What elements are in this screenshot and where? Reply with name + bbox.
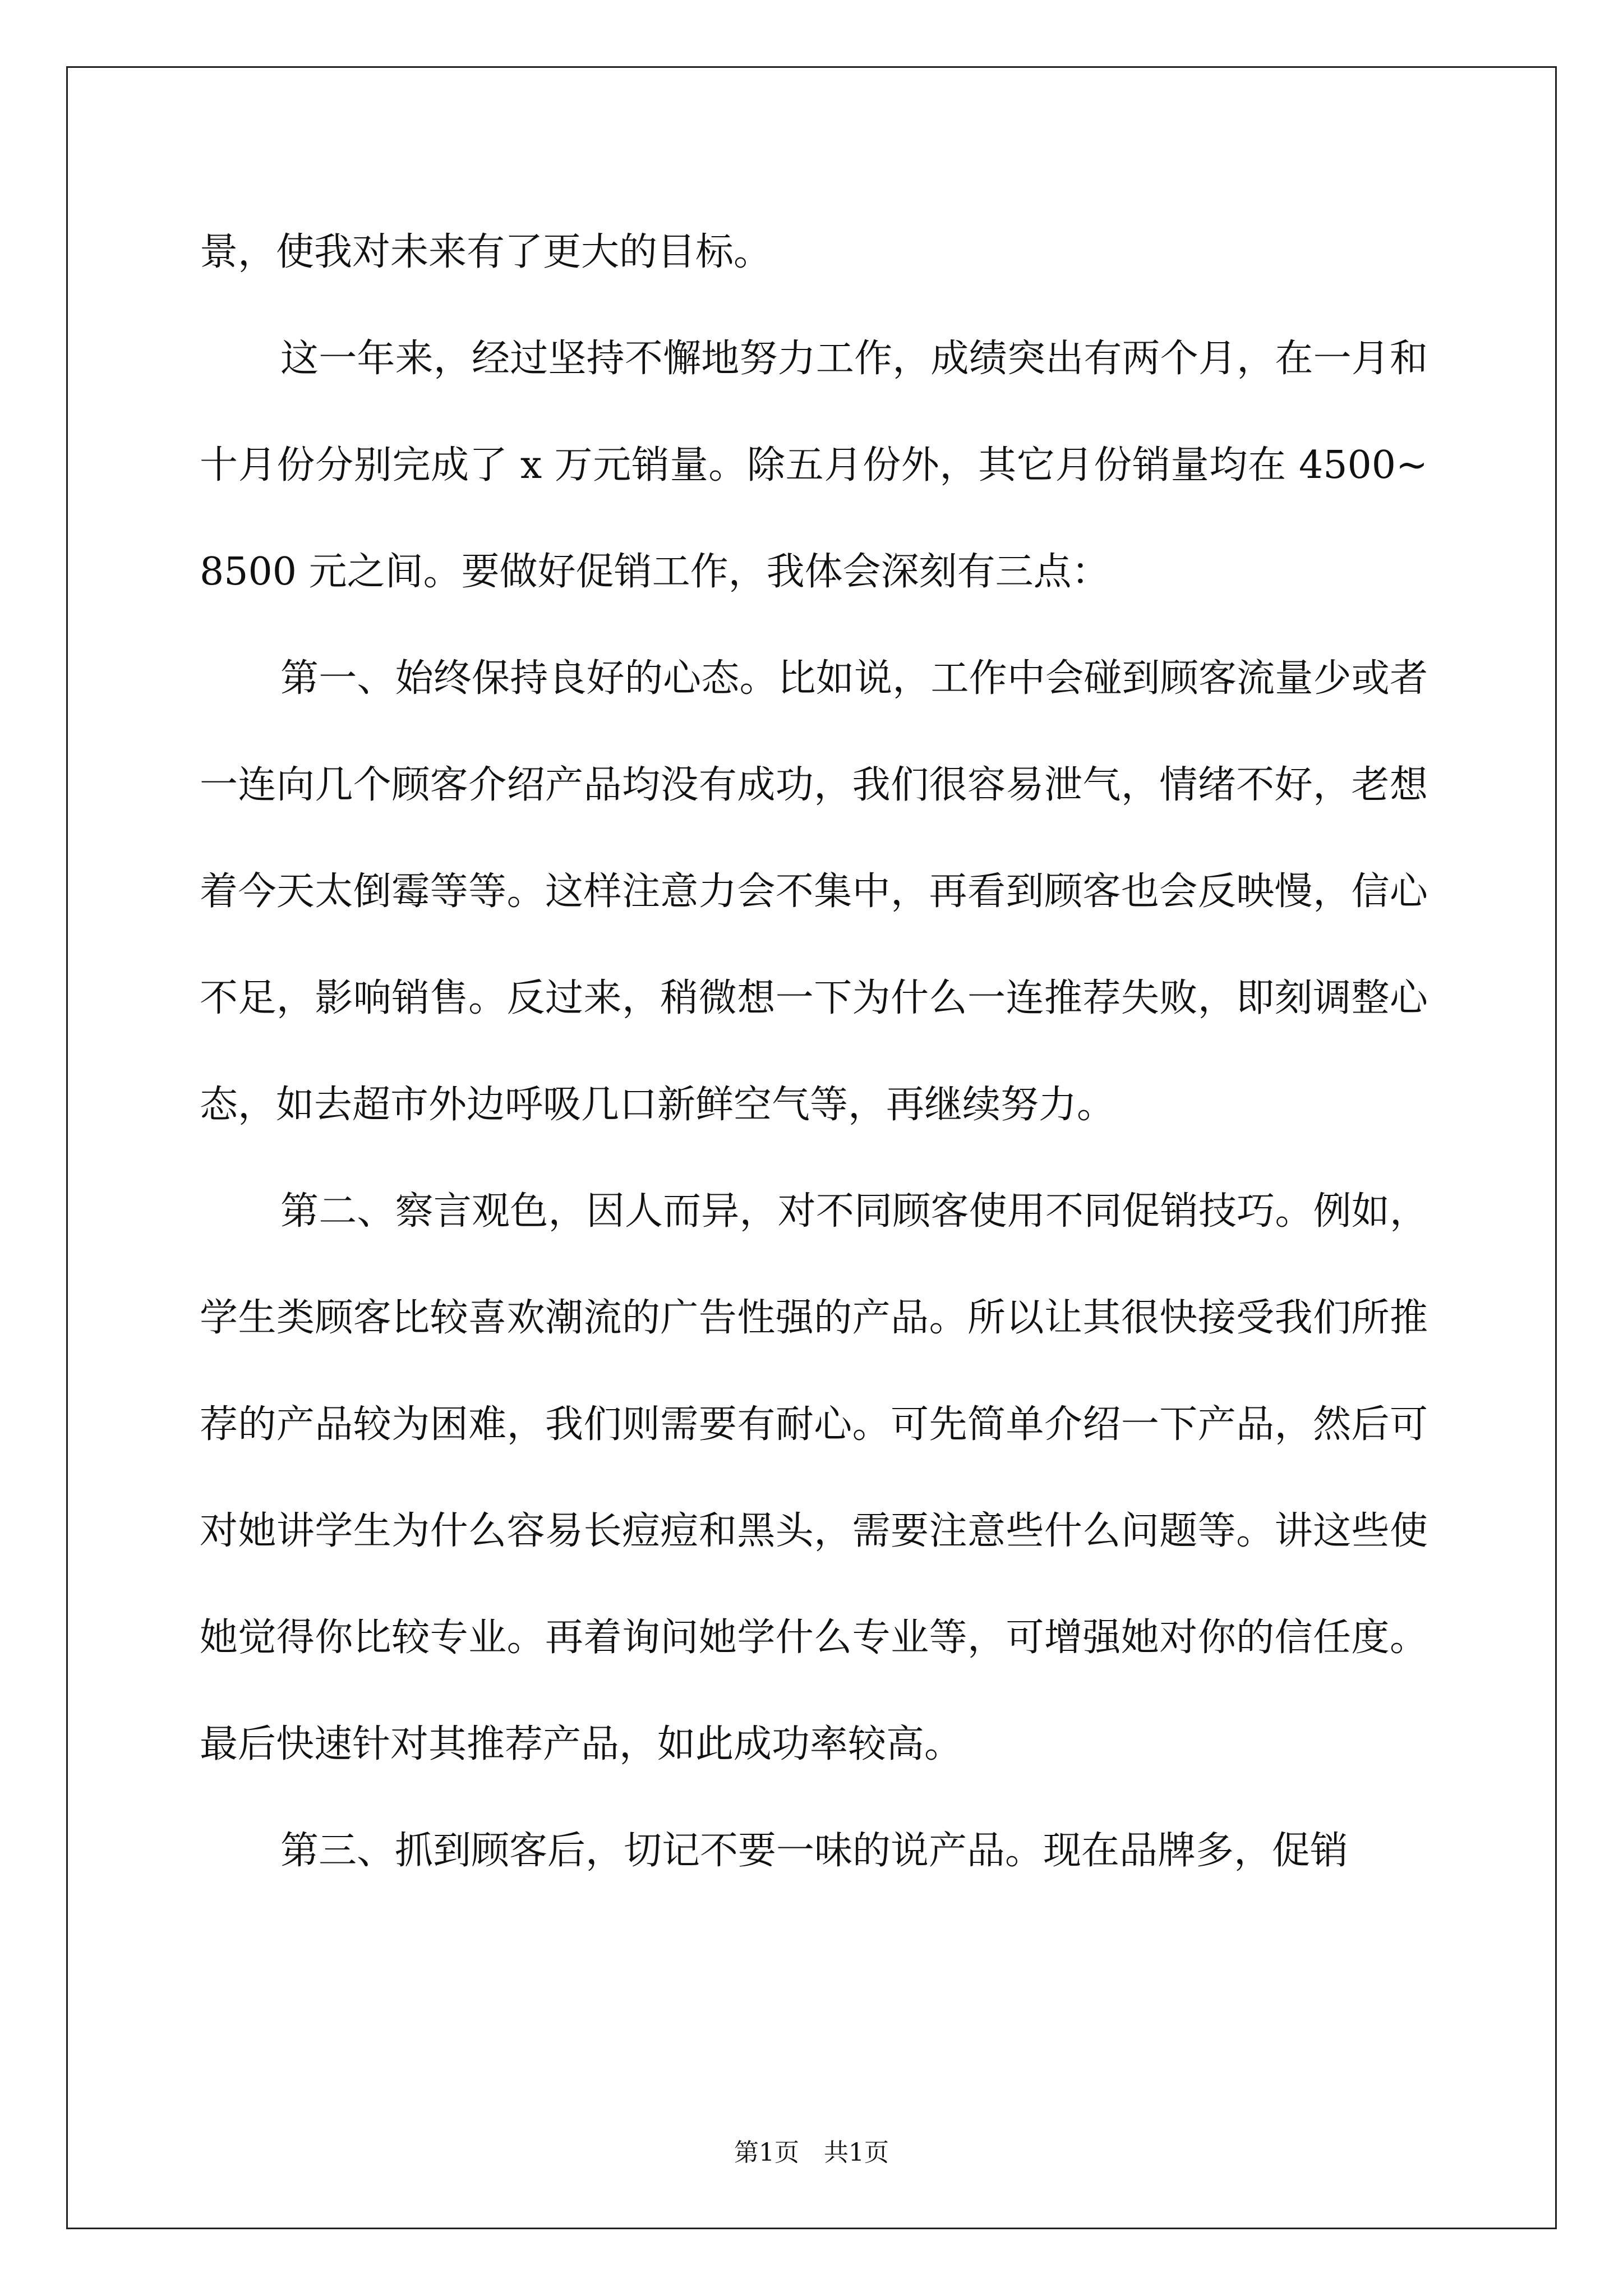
page-footer — [0, 2136, 1623, 2170]
paragraph-4: 第二、察言观色，因人而异，对不同顾客使用不同促销技巧。例如，学生类顾客比较喜欢潮流的广告性强的产品。所以让其很快接受我们所推荐的产品较为困难，我们则需要有耐心。可先简单介绍一下产品，然后可对她讲学生为什么容易长痘痘和黑头，需要注意些什么问题等。讲这些使她觉得你比较专业。再着询问她学什么专业等，可增强她对你的信任度。最后快速针对其推荐产品，如此成功率较高。 — [200, 1189, 1428, 1766]
page-number: 第1页 — [734, 2138, 799, 2167]
paragraph-3: 第一、始终保持良好的心态。比如说，工作中会碰到顾客流量少或者一连向几个顾客介绍产品均没有成功，我们很容易泄气，情绪不好，老想着今天太倒霉等等。这样注意力会不集中，再看到顾客也会反映慢，信心不足，影响销售。反过来，稍微想一下为什么一连推荐失败，即刻调整心态，如去超市外边呼吸几口新鲜空气等，再继续努力。 — [200, 656, 1428, 1127]
page-total: 共1页 — [824, 2138, 889, 2167]
paragraph-5: 第三、抓到顾客后，切记不要一味的说产品。现在品牌多，促销 — [280, 1829, 1349, 1873]
document-body — [200, 199, 1428, 1904]
paragraph-2: 这一年来，经过坚持不懈地努力工作，成绩突出有两个月，在一月和十月份分别完成了 x 万元销量。除五月份外，其它月份销量均在 4500~8500 元之间。要做好促销工作，我体会深刻有三点： — [200, 337, 1428, 594]
paragraph-1: 景，使我对未来有了更大的目标。 — [200, 230, 772, 274]
